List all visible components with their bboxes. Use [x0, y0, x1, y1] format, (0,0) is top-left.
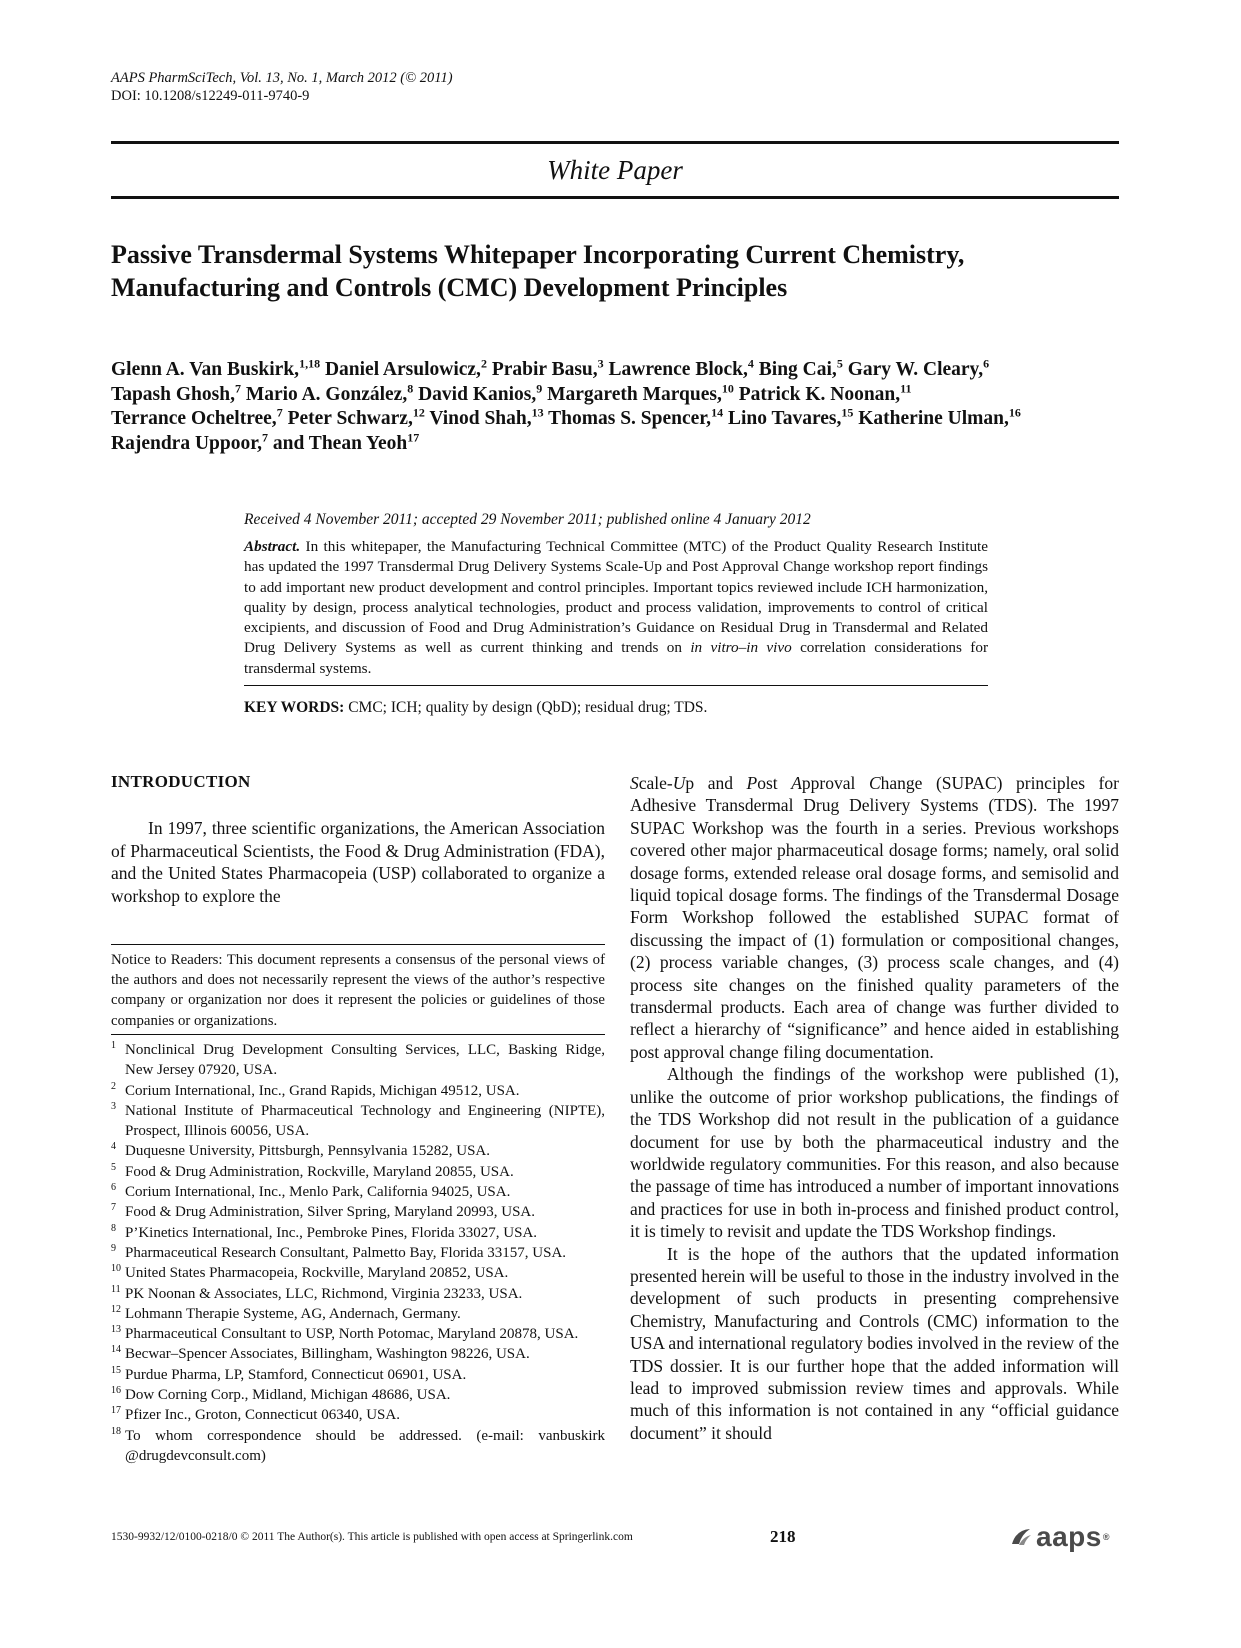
abstract-text-end: correlation considerations for transdermal systems. [244, 639, 989, 677]
footnote-text: Pharmaceutical Consultant to USP, North Potomac, Maryland 20878, USA. [125, 1326, 579, 1343]
author-name: Lawrence Block, [608, 359, 748, 380]
paragraph: Although the findings of the workshop were published (1), unlike the outcome of prior workshop publications, the findings of the TDS Workshop did not result in the publication of a guidance document for use by both the pharmaceutical industry and the worldwide regulatory communities. For this reason, and also because the passage of time has introduced a number of important innovations and practices for use in both in-process and finished product control, it is timely to revisit and update the TDS Workshop findings. [630, 1064, 1119, 1242]
author-affiliation: 14 [711, 405, 724, 420]
author-line [111, 432, 1121, 457]
author-line [111, 407, 1121, 432]
footnote: $^{16}$ Dow Corning Corp., Midland, Michigan 48686, USA. [111, 1385, 451, 1404]
author-name: Katherine Ulman, [858, 408, 1009, 429]
footnote: $^8$ P’Kinetics International, Inc., Pembroke Pines, Florida 33027, USA. [111, 1222, 538, 1241]
footnote: $^{15}$ Purdue Pharma, LP, Stamford, Connecticut 06901, USA. [111, 1364, 467, 1383]
header-rule-top [111, 141, 1119, 144]
author-affiliation: 6 [983, 356, 990, 371]
footer-copyright: 1530-9932/12/0100-0218/0 © 2011 The Author(s). This article is published with open access at Springerlink.com [111, 1531, 633, 1543]
author-affiliation: 7 [234, 381, 241, 395]
author-name: Peter Schwarz, [287, 408, 413, 429]
author-affiliation: 8 [407, 381, 414, 395]
author-name: Tapash Ghosh, [111, 383, 235, 405]
author-name: David Kanios, [418, 383, 537, 405]
author-affiliation: 17 [407, 430, 420, 444]
footnote-text: Food & Drug Administration, Silver Spring, Maryland 20993, USA. [125, 1204, 535, 1221]
page-number: 218 [770, 1527, 796, 1546]
keywords-text: CMC; ICH; quality by design (QbD); residual drug; TDS. [344, 699, 708, 716]
author-affiliation: 1,18 [299, 356, 321, 371]
title-line: Manufacturing and Controls (CMC) Development Principles [111, 273, 788, 302]
text-run: ost [757, 773, 792, 793]
author-affiliation: 2 [480, 356, 487, 371]
author-name: Margareth Marques, [547, 383, 722, 405]
title-line: Passive Transdermal Systems Whitepaper Incorporating Current Chemistry, [111, 240, 965, 269]
keywords [244, 699, 707, 717]
author-affiliation: 13 [531, 405, 544, 420]
footnote-text: Becwar–Spencer Associates, Billingham, Washington 98226, USA. [125, 1346, 530, 1363]
footnote-text: Dow Corning Corp., Midland, Michigan 48686, USA. [125, 1387, 451, 1404]
italic-letter: P [746, 773, 758, 793]
author-name: Thomas S. Spencer, [548, 408, 712, 429]
footnote: $^{12}$ Lohmann Therapie Systeme, AG, Andernach, Germany. [111, 1303, 461, 1322]
footnote: $^{11}$ PK Noonan & Associates, LLC, Richmond, Virginia 23233, USA. [111, 1283, 523, 1302]
author-name: Prabir Basu, [491, 359, 598, 380]
author-line [111, 358, 1121, 383]
footnote-text: Nonclinical Drug Development Consulting Services, LLC, Basking Ridge, New Jersey 07920, USA. [125, 1042, 605, 1079]
italic-letter: S [630, 773, 639, 793]
author-affiliation: 5 [836, 356, 843, 371]
footnote: $^5$ Food & Drug Administration, Rockville, Maryland 20855, USA. [111, 1161, 514, 1180]
footnote: $^6$ Corium International, Inc., Menlo Park, California 94025, USA. [111, 1182, 511, 1201]
notice-to-readers: Notice to Readers: This document represents a consensus of the personal views of the authors and does not necessarily represent the views of the author’s respective company or organization nor does it represent the policies or guidelines of those companies or organizations. [111, 952, 605, 1029]
footnote-text: National Institute of Pharmaceutical Technology and Engineering (NIPTE), Prospect, Illinois 60056, USA. [125, 1102, 605, 1140]
footnote: $^1$ Nonclinical Drug Development Consulting Services, LLC, Basking Ridge, New Jersey 07920, USA. [111, 1040, 605, 1079]
footnote-text: Duquesne University, Pittsburgh, Pennsylvania 15282, USA. [125, 1143, 490, 1160]
footnote: $^{17}$ Pfizer Inc., Groton, Connecticut 06340, USA. [111, 1405, 400, 1424]
footnote-text: Purdue Pharma, LP, Stamford, Connecticut 06901, USA. [125, 1366, 467, 1383]
author-name: Rajendra Uppoor, [111, 432, 262, 454]
journal-citation: AAPS PharmSciTech, Vol. 13, No. 1, March 2012 (© 2011) [111, 70, 453, 86]
author-affiliation: 16 [1008, 405, 1021, 420]
text-run: cale- [638, 773, 673, 793]
doi: DOI: 10.1208/s12249-011-9740-9 [111, 88, 310, 104]
text-run: p and [685, 773, 747, 793]
divider [111, 1034, 605, 1035]
footnote-text: Corium International, Inc., Menlo Park, California 94025, USA. [125, 1184, 511, 1201]
keywords-label: KEY WORDS: [244, 699, 345, 716]
author-list [111, 358, 1121, 456]
author-affiliation: 11 [900, 381, 912, 395]
section-heading: INTRODUCTION [111, 772, 251, 791]
paragraph: It is the hope of the authors that the updated information presented herein will be useful to those in the industry involved in the development of such products in presenting comprehensive Chemistry, Manufacturing and Controls (CMC) information to the USA and international regulatory bodies involved in the review of the TDS dossier. It is our further hope that the added information will lead to improved submission review times and approvals. While much of this information is not contained in any “official guidance document” it should [630, 1243, 1119, 1443]
author-line [111, 383, 1121, 408]
section-type: White Paper [547, 155, 683, 185]
footnote: $^9$ Pharmaceutical Research Consultant, Palmetto Bay, Florida 33157, USA. [111, 1242, 567, 1261]
author-name: and Thean Yeoh [272, 432, 408, 454]
footnote-text: Pharmaceutical Research Consultant, Palmetto Bay, Florida 33157, USA. [125, 1244, 567, 1261]
author-affiliation: 7 [276, 405, 283, 420]
footnote: $^7$ Food & Drug Administration, Silver Spring, Maryland 20993, USA. [111, 1202, 535, 1221]
intro-left-column [111, 817, 605, 907]
author-name: Lino Tavares, [727, 408, 842, 429]
affiliation-footnotes [111, 1040, 605, 1466]
author-name: Patrick K. Noonan, [738, 383, 901, 405]
footnote: $^2$ Corium International, Inc., Grand Rapids, Michigan 49512, USA. [111, 1080, 520, 1099]
author-name: Gary W. Cleary, [847, 359, 984, 380]
aaps-logo [1010, 1521, 1110, 1553]
header-rule-bottom [111, 196, 1119, 199]
author-affiliation: 4 [747, 356, 754, 371]
footnote-text: P’Kinetics International, Inc., Pembroke Pines, Florida 33027, USA. [125, 1224, 538, 1241]
abstract-label: Abstract. [244, 538, 301, 555]
footnote-text: United States Pharmacopeia, Rockville, Maryland 20852, USA. [125, 1265, 509, 1282]
paragraph [630, 772, 1119, 1063]
author-affiliation: 9 [536, 381, 543, 395]
footnote: $^{10}$ United States Pharmacopeia, Rockville, Maryland 20852, USA. [111, 1263, 509, 1282]
italic-letter: C [868, 773, 881, 793]
article-title [111, 238, 1121, 304]
author-name: Bing Cai, [758, 359, 837, 380]
footnote: $^4$ Duquesne University, Pittsburgh, Pennsylvania 15282, USA. [111, 1141, 490, 1160]
author-affiliation: 10 [721, 381, 734, 395]
italic-letter: A [791, 773, 802, 793]
abstract [244, 537, 988, 686]
footnote-text: To whom correspondence should be addressed. (e-mail: vanbuskirk @drugdevconsult.com) [125, 1427, 605, 1464]
footnote: $^{18}$ To whom correspondence should be addressed. (e-mail: vanbuskirk @drugdevconsult.com) [111, 1425, 605, 1464]
intro-right-column [630, 772, 1119, 1444]
author-affiliation: 3 [597, 356, 604, 371]
footnote-text: Lohmann Therapie Systeme, AG, Andernach, Germany. [125, 1305, 461, 1322]
author-name: Glenn A. Van Buskirk, [111, 359, 300, 380]
author-affiliation: 12 [412, 405, 425, 420]
author-affiliation: 7 [261, 430, 268, 444]
logo-text: aaps [1036, 1521, 1102, 1552]
footnote-text: PK Noonan & Associates, LLC, Richmond, Virginia 23233, USA. [125, 1285, 523, 1302]
paragraph: In 1997, three scientific organizations, the American Association of Pharmaceutical Scientists, the Food & Drug Administration (FDA), and the United States Pharmacopeia (USP) collaborated to organize a workshop to explore the [111, 818, 605, 906]
received-dates: Received 4 November 2011; accepted 29 November 2011; published online 4 January 2012 [244, 511, 811, 528]
italic-letter: U [672, 773, 686, 793]
author-affiliation: 15 [841, 405, 854, 420]
abstract-text: In this whitepaper, the Manufacturing Technical Committee (MTC) of the Product Quality Research Institute has updated the 1997 Transdermal Drug Delivery Systems Scale-Up and Post Approval Change workshop report findings to add important new product development and control principles. Important topics reviewed include ICH harmonization, quality by design, process analytical technologies, product and process validation, improvements to control of critical excipients, and discussion of Food and Drug Administration’s Guidance on Residual Drug in Transdermal and Related Drug Delivery Systems as well as current thinking and trends on [244, 538, 988, 657]
author-name: Mario A. González, [245, 383, 408, 405]
footnote-text: Corium International, Inc., Grand Rapids, Michigan 49512, USA. [125, 1082, 520, 1099]
footnote: $^{13}$ Pharmaceutical Consultant to USP, North Potomac, Maryland 20878, USA. [111, 1324, 579, 1343]
text-run: hange [880, 773, 923, 793]
author-name: Vinod Shah, [429, 408, 532, 429]
footnote: $^3$ National Institute of Pharmaceutical Technology and Engineering (NIPTE), Prospect, Illinois 60056, USA. [111, 1100, 605, 1140]
author-name: Terrance Ocheltree, [111, 408, 277, 429]
text-run: (SUPAC) principles for Adhesive Transdermal Drug Delivery Systems (TDS). The 1997 SUPAC Workshop was the fourth in a series. Previous workshops covered other major pharmaceutical dosage forms; namely, oral solid dosage forms, extended release oral dosage forms, and semisolid and liquid topical dosage forms. The findings of the Transdermal Dosage Form Workshop followed the established SUPAC format of discussing the impact of (1) formulation or compositional changes, (2) process variable changes, (3) process scale changes, and (4) process site changes on the finished quality parameters of the transdermal products. Each area of change was further divided to reflect a hierarchy of “significance” and hence aided in establishing post approval change filing documentation. [630, 773, 1119, 1062]
footnote: $^{14}$ Becwar–Spencer Associates, Billingham, Washington 98226, USA. [111, 1344, 530, 1363]
aaps-swoosh-icon [1010, 1526, 1032, 1548]
divider [111, 944, 605, 945]
author-name: Daniel Arsulowicz, [324, 359, 481, 380]
registered-mark: ® [1102, 1532, 1110, 1542]
footnote-text: Food & Drug Administration, Rockville, Maryland 20855, USA. [125, 1163, 514, 1180]
footnote-text: Pfizer Inc., Groton, Connecticut 06340, USA. [125, 1407, 400, 1424]
text-run: pproval [801, 773, 869, 793]
abstract-italic: in vitro–in vivo [690, 639, 792, 657]
